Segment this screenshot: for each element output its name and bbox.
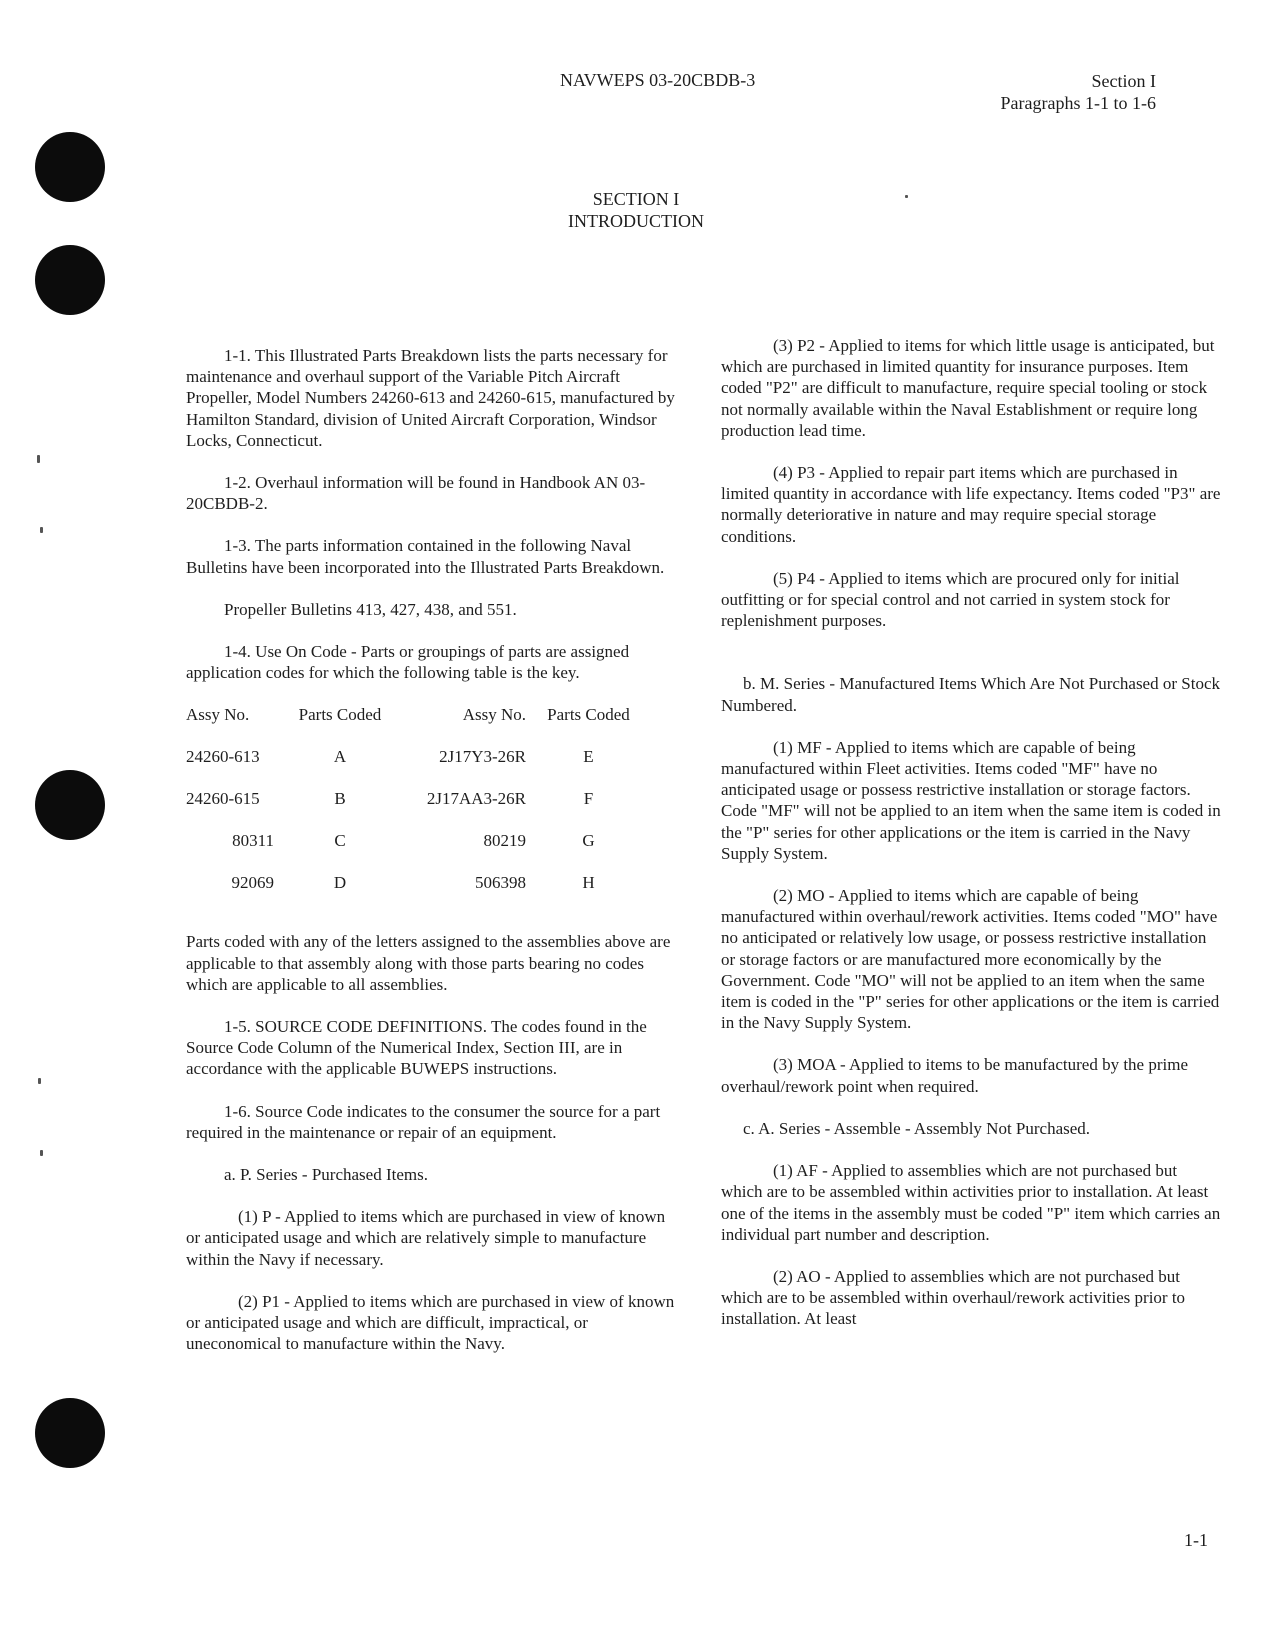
table-cell: C xyxy=(334,831,346,851)
paragraph-1-3: 1-3. The parts information contained in the following Naval Bulletins have been incorporated into the Illustrated Parts Breakdown. xyxy=(186,536,665,577)
table-cell: 92069 xyxy=(231,873,274,893)
section-title xyxy=(0,188,1272,232)
use-on-code-table xyxy=(186,704,681,914)
scan-speck xyxy=(38,1078,41,1084)
binder-hole-3 xyxy=(35,770,105,840)
table-cell: G xyxy=(582,831,595,851)
table-cell: E xyxy=(583,747,594,767)
table-cell: 24260-613 xyxy=(186,747,260,767)
table-header-cell: Parts Coded xyxy=(547,705,630,725)
item-a1: (1) P - Applied to items which are purchased in view of known or anticipated usage and which are relatively simple to manufacture within the Navy if necessary. xyxy=(186,1207,666,1269)
section-label: Section I xyxy=(1091,71,1156,91)
table-cell: D xyxy=(333,873,347,893)
table-cell: F xyxy=(583,789,594,809)
page-number: 1-1 xyxy=(1184,1530,1208,1550)
item-c2: (2) AO - Applied to assemblies which are not purchased but which are to be assembled within overhaul/rework activities prior to installation. At least xyxy=(721,1266,1186,1329)
table-cell: B xyxy=(334,789,346,809)
binder-hole-4 xyxy=(35,1398,105,1468)
paragraph-1-2: 1-2. Overhaul information will be found in Handbook AN 03-20CBDB-2. xyxy=(186,473,646,514)
item-a4: (4) P3 - Applied to repair part items which are purchased in limited quantity in accordance with life expectancy. Items coded "P3" are normally deteriorative in nature and may require special storage conditions. xyxy=(721,463,1221,546)
scan-speck xyxy=(40,527,43,533)
table-header-row xyxy=(186,704,681,746)
table-header-cell: Assy No. xyxy=(186,705,250,725)
p-series-heading: a. P. Series - Purchased Items. xyxy=(224,1165,428,1185)
right-column xyxy=(721,335,1221,1351)
table-row xyxy=(186,830,681,872)
table-cell: H xyxy=(582,873,595,893)
table-row xyxy=(186,788,681,830)
parts-coded-paragraph: Parts coded with any of the letters assigned to the assemblies above are applicable to that assembly along with those parts bearing no codes which are applicable to all assemblies. xyxy=(186,932,671,994)
scan-speck xyxy=(40,1150,43,1156)
paragraph-1-4: 1-4. Use On Code - Parts or groupings of parts are assigned application codes for which the following table is the key. xyxy=(186,642,630,683)
table-cell: 506398 xyxy=(475,873,526,893)
document-number: NAVWEPS 03-20CBDB-3 xyxy=(560,70,756,90)
table-cell: 24260-615 xyxy=(186,789,260,809)
bulletins-line: Propeller Bulletins 413, 427, 438, and 551. xyxy=(224,599,517,619)
a-series-heading: c. A. Series - Assemble - Assembly Not Purchased. xyxy=(743,1118,1091,1138)
section-title-line1: SECTION I xyxy=(592,189,680,209)
item-a3: (3) P2 - Applied to items for which little usage is anticipated, but which are purchased in limited quantity for insurance purposes. Item coded "P2" are difficult to manufacture, require special tooling or stock not normally available within the Naval Establishment or require long production lead time. xyxy=(721,336,1215,440)
section-header xyxy=(1001,70,1156,114)
table-cell: A xyxy=(333,747,347,767)
left-column xyxy=(186,345,681,1375)
table-cell: 80311 xyxy=(232,831,274,851)
paragraph-1-5: 1-5. SOURCE CODE DEFINITIONS. The codes found in the Source Code Column of the Numerical Index, Section III, are in accordance with the applicable BUWEPS instructions. xyxy=(186,1017,647,1079)
table-cell: 2J17Y3-26R xyxy=(439,747,526,767)
item-a2: (2) P1 - Applied to items which are purchased in view of known or anticipated usage and which are difficult, impractical, or uneconomical to manufacture within the Navy. xyxy=(186,1291,675,1354)
item-b1: (1) MF - Applied to items which are capable of being manufactured within Fleet activities. Items coded "MF" have no anticipated usage or possess restrictive installation or storage factors. Code "MF" will not be applied to an item when the same item is coded in the "P" series for other applications or the item is carried in the Navy Supply System. xyxy=(721,737,1221,863)
scan-speck xyxy=(37,455,40,463)
table-header-cell: Assy No. xyxy=(462,705,526,725)
item-c1: (1) AF - Applied to assemblies which are not purchased but which are to be assembled within activities prior to installation. At least one of the items in the assembly must be coded "P" item which carries an individual part number and description. xyxy=(721,1161,1221,1244)
table-row xyxy=(186,746,681,788)
item-a5: (5) P4 - Applied to items which are procured only for initial outfitting or for special control and not carried in system stock for replenishment purposes. xyxy=(721,568,1180,631)
table-cell: 80219 xyxy=(483,831,526,851)
m-series-heading: b. M. Series - Manufactured Items Which Are Not Purchased or Stock Numbered. xyxy=(721,674,1220,715)
binder-hole-2 xyxy=(35,245,105,315)
paragraph-range: Paragraphs 1-1 to 1-6 xyxy=(1000,93,1156,113)
item-b3: (3) MOA - Applied to items to be manufactured by the prime overhaul/rework point when required. xyxy=(721,1055,1188,1096)
paragraph-1-6: 1-6. Source Code indicates to the consumer the source for a part required in the maintenance or repair of an equipment. xyxy=(186,1101,661,1142)
item-b2: (2) MO - Applied to items which are capable of being manufactured within overhaul/rework activities. Items coded "MO" have no anticipated or relatively low usage, or possess restrictive installation or storage factors or are manufactured more economically by the Government. Code "MO" will not be applied to an item when the same item is coded in the "P" series for other applications or the item is carried in the Navy Supply System. xyxy=(721,886,1220,1033)
table-cell: 2J17AA3-26R xyxy=(426,789,526,809)
table-header-cell: Parts Coded xyxy=(298,705,382,725)
table-row xyxy=(186,872,681,914)
section-title-line2: INTRODUCTION xyxy=(568,211,704,231)
paragraph-1-1: 1-1. This Illustrated Parts Breakdown lists the parts necessary for maintenance and overhaul support of the Variable Pitch Aircraft Propeller, Model Numbers 24260-613 and 24260-615, manufactured by Hamilton Standard, division of United Aircraft Corporation, Windsor Locks, Connecticut. xyxy=(186,346,675,450)
